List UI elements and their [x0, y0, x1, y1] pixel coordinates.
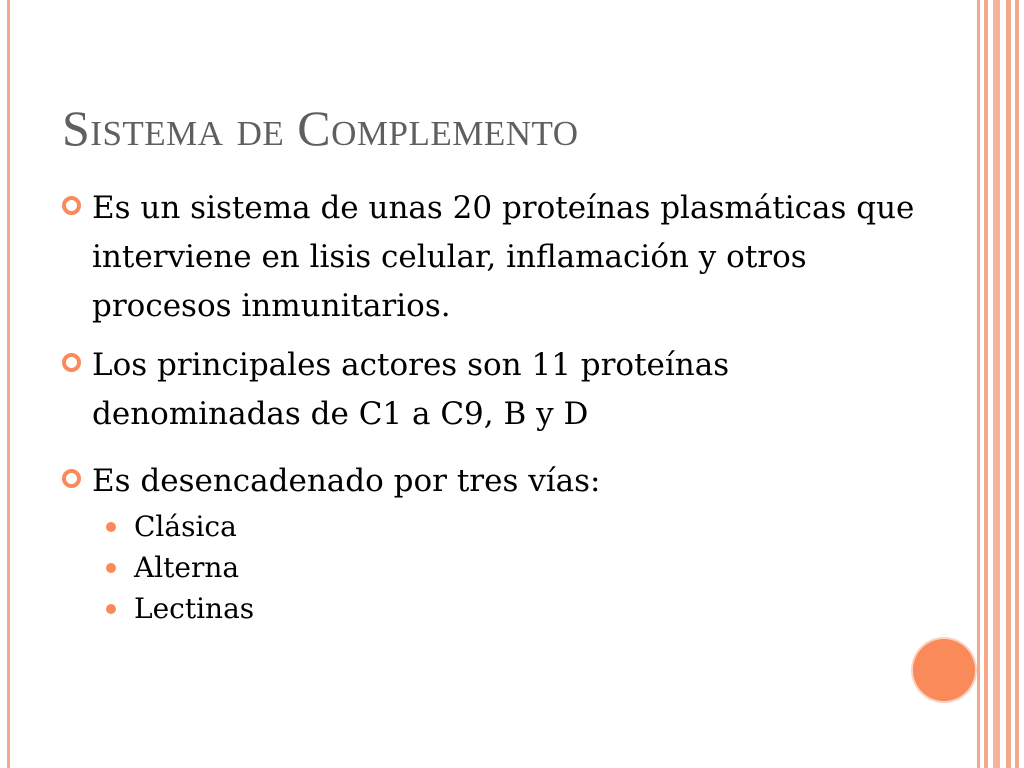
slide-title: Sistema de Complemento — [62, 100, 579, 156]
decorative-circle-icon — [913, 639, 975, 701]
ring-bullet-icon — [62, 469, 81, 488]
right-border-line-1 — [977, 0, 980, 768]
dot-bullet-icon — [106, 563, 116, 573]
dot-bullet-icon — [106, 604, 116, 614]
sub-item-lectinas — [102, 588, 922, 629]
bullet-item-3 — [62, 457, 922, 506]
bullet-item-2 — [62, 341, 922, 439]
ring-bullet-icon — [62, 196, 81, 215]
ring-bullet-icon — [62, 353, 81, 372]
sub-item-alterna — [102, 547, 922, 588]
right-border-line-5 — [1015, 0, 1019, 768]
right-border-line-3 — [993, 0, 1000, 768]
bullet-text-3: Es desencadenado por tres vías: — [92, 463, 601, 499]
bullet-text-1: Es un sistema de unas 20 proteínas plasmáticas que interviene en lisis celular, inflamación y otros procesos inmunitarios. — [92, 190, 915, 324]
dot-bullet-icon — [106, 522, 116, 532]
sub-item-text: Lectinas — [134, 592, 255, 625]
sub-bullet-list — [62, 506, 922, 629]
bullet-text-2: Los principales actores son 11 proteínas denominadas de C1 a C9, B y D — [92, 347, 730, 432]
right-border-line-2 — [984, 0, 988, 768]
slide-content — [62, 184, 922, 629]
sub-item-text: Clásica — [134, 510, 237, 543]
left-border-line — [7, 0, 10, 768]
bullet-item-1 — [62, 184, 922, 331]
sub-item-clasica — [102, 506, 922, 547]
right-border-line-4 — [1006, 0, 1011, 768]
sub-item-text: Alterna — [134, 551, 240, 584]
